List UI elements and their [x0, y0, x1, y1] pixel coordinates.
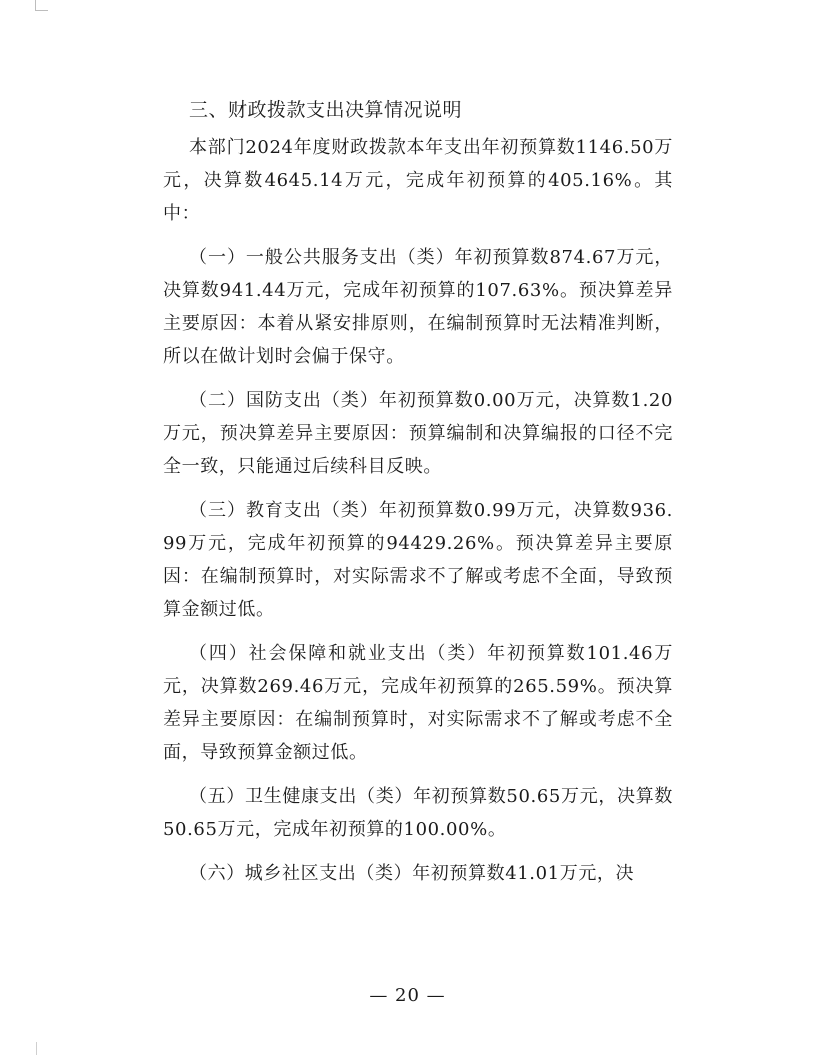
- scan-edge-mark: [35, 0, 48, 11]
- paragraph-health: （五）卫生健康支出（类）年初预算数50.65万元，决算数50.65万元，完成年初预算的100.00%。: [163, 786, 673, 840]
- page-number: — 20 —: [369, 985, 446, 1006]
- paragraph-social-security: （四）社会保障和就业支出（类）年初预算数101.46万元，决算数269.46万元，完成年初预算的265.59%。预决算差异主要原因：在编制预算时，对实际需求不了解或考虑不全面，导致预算金额过低。: [163, 643, 673, 763]
- paragraph-urban-rural-community: （六）城乡社区支出（类）年初预算数41.01万元，决: [189, 863, 635, 884]
- paragraph-national-defense: （二）国防支出（类）年初预算数0.00万元，决算数1.20万元，预决算差异主要原因：预算编制和决算编报的口径不完全一致，只能通过后续科目反映。: [163, 390, 673, 477]
- paragraph-summary: 本部门2024年度财政拨款本年支出年初预算数1146.50万元，决算数4645.14万元，完成年初预算的405.16%。其中：: [163, 137, 673, 224]
- section-heading: 三、财政拨款支出决算情况说明: [189, 99, 463, 121]
- paragraph-general-public-services: （一）一般公共服务支出（类）年初预算数874.67万元，决算数941.44万元，完成年初预算的107.63%。预决算差异主要原因：本着从紧安排原则，在编制预算时无法精准判断，所以在做计划时会偏于保守。: [163, 247, 673, 367]
- document-body: [163, 92, 673, 901]
- scan-edge-mark-bottom: [36, 1042, 37, 1055]
- paragraph-education: （三）教育支出（类）年初预算数0.99万元，决算数936.99万元，完成年初预算的94429.26%。预决算差异主要原因：在编制预算时，对实际需求不了解或考虑不全面，导致预算金额过低。: [163, 500, 673, 620]
